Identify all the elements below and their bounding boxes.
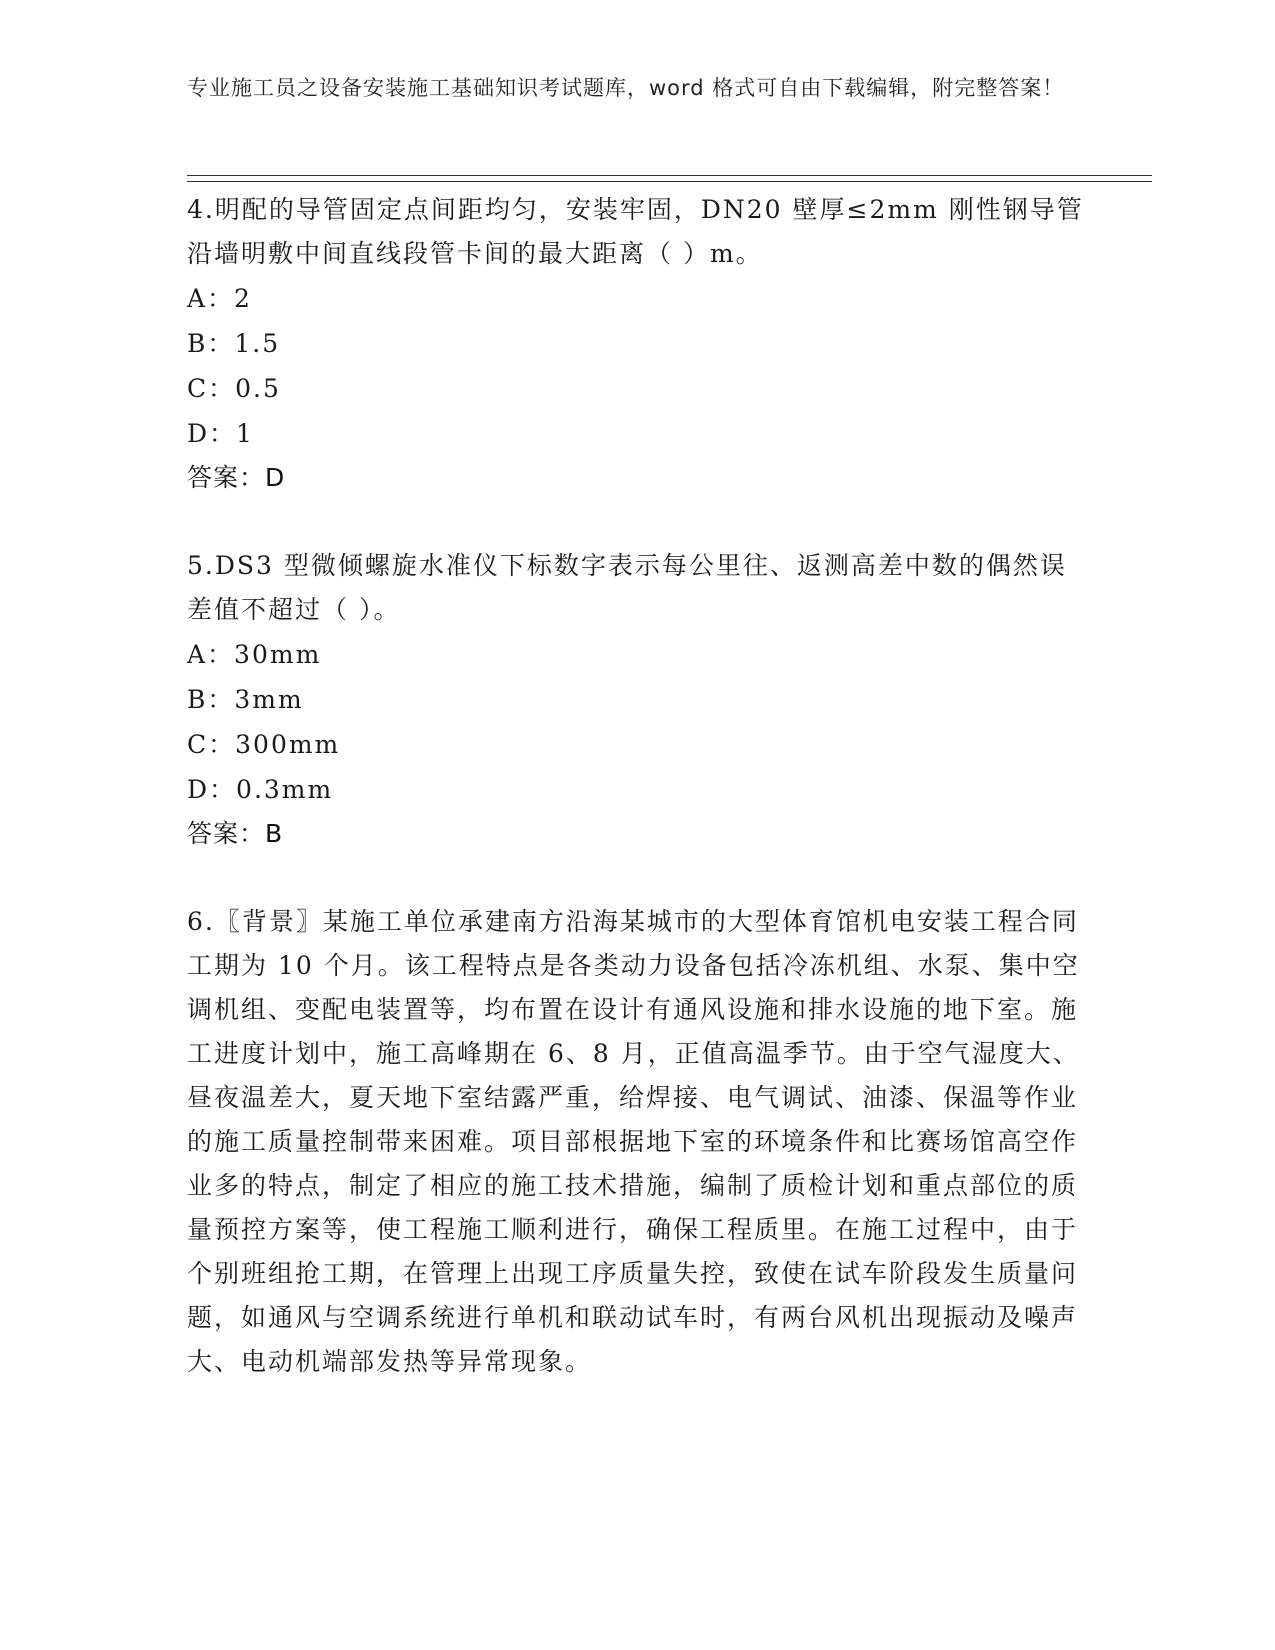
question-list — [187, 188, 1087, 1428]
question-5 — [187, 544, 1087, 856]
question-text: 6.〖背景〗某施工单位承建南方沿海某城市的大型体育馆机电安装工程合同工期为 10 个月。该工程特点是各类动力设备包括冷冻机组、水泵、集中空调机组、变配电装置等，均布置在设计有通风设施和排水设施的地下室。施工进度计划中，施工高峰期在 6、8 月，正值高温季节。由于空气湿度大、昼夜温差大，夏天地下室结露严重，给焊接、电气调试、油漆、保温等作业的施工质量控制带来困难。项目部根据地下室的环境条件和比赛场馆高空作业多的特点，制定了相应的施工技术措施，编制了质检计划和重点部位的质量预控方案等，使工程施工顺利进行，确保工程质里。在施工过程中，由于个别班组抢工期，在管理上出现工序质量失控，致使在试车阶段发生质量问题，如通风与空调系统进行单机和联动试车时，有两台风机出现振动及噪声大、电动机端部发热等异常现象。 — [187, 907, 1080, 1376]
question-4 — [187, 188, 1087, 500]
header-rule-bottom — [187, 181, 1152, 182]
question-text: 5.DS3 型微倾螺旋水准仪下标数字表示每公里往、返测高差中数的偶然误差值不超过（ ）。 — [187, 551, 1067, 624]
header-rule-top — [187, 175, 1152, 176]
option-d: D：0.3mm — [187, 775, 334, 804]
option-c: C：300mm — [187, 730, 341, 759]
option-a: A：30mm — [187, 640, 322, 669]
option-b: B：1.5 — [187, 329, 281, 358]
answer-label: 答案：D — [187, 463, 286, 492]
document-header: 专业施工员之设备安装施工基础知识考试题库，word 格式可自由下载编辑，附完整答案！ — [187, 76, 1065, 100]
option-d: D：1 — [187, 419, 254, 448]
option-b: B：3mm — [187, 685, 304, 714]
question-6 — [187, 900, 1087, 1384]
option-a: A：2 — [187, 284, 252, 313]
answer-label: 答案：B — [187, 819, 284, 848]
option-c: C：0.5 — [187, 374, 281, 403]
question-text: 4.明配的导管固定点间距均匀，安装牢固，DN20 壁厚≤2mm 刚性钢导管沿墙明敷中间直线段管卡间的最大距离（ ）m。 — [187, 195, 1084, 268]
